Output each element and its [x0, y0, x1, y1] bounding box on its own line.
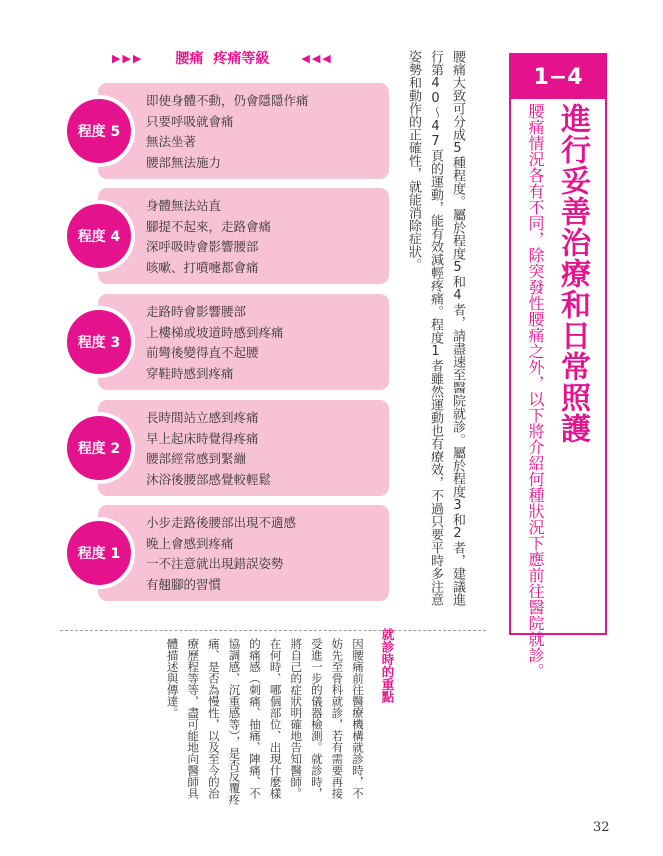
heading-subtitle: 疼痛等級 [213, 51, 270, 67]
pain-level-4 [63, 188, 389, 284]
section-heading [112, 48, 333, 68]
symptom-item: 前彎後變得直不起腰 [146, 345, 259, 360]
tip-title: 就診時的重點 [380, 628, 395, 703]
divider [60, 630, 486, 631]
symptom-item: 沐浴後腰部感覺較輕鬆 [146, 471, 272, 487]
pain-level-2 [63, 400, 389, 496]
symptom-list [146, 302, 284, 384]
body-text [402, 50, 468, 610]
page-number: 32 [593, 820, 610, 835]
symptom-item: 腰部經常感到緊繃 [146, 451, 247, 466]
left-arrows-icon: ▶▶▶ [112, 51, 144, 65]
symptom-item: 穿鞋時感到疼痛 [146, 365, 234, 381]
symptom-item: 腳提不起來，走路會痛 [146, 218, 272, 234]
symptom-item: 上樓梯或坡道時感到疼痛 [146, 324, 284, 340]
level-badge: 程度 5 [63, 95, 135, 167]
level-badge: 程度 2 [63, 412, 135, 484]
symptom-list [146, 513, 296, 595]
heading-title: 腰痛 [175, 51, 204, 67]
symptom-item: 晚上會感到疼痛 [146, 535, 234, 551]
symptom-item: 只要呼吸就會痛 [146, 113, 234, 129]
level-badge: 程度 1 [63, 517, 135, 589]
symptom-item: 有翹腳的習慣 [146, 576, 222, 592]
tip-text: 因腰痛前往醫療機構就診時，不妨先至骨科就診，若有需要再接受進一步的儀器檢測。就診時，將自己的症狀明確地告知醫師。在何時、哪個部位、出現什麼樣的痛感（刺痛、抽痛、陣痛、不協調感、沉重感等），是否反覆疼痛、是否為慢性，以及至今的治療歷程等等，盡可能地向醫師具體描述與傳達。 [165, 638, 365, 805]
pain-level-5 [63, 83, 389, 179]
symptom-item: 身體無法站直 [146, 198, 222, 213]
symptom-item: 深呼吸時會影響腰部 [146, 239, 259, 254]
symptom-item: 一不注意就出現錯誤姿勢 [146, 556, 284, 571]
symptom-item: 小步走路後腰部出現不適感 [146, 515, 297, 530]
pain-level-3 [63, 294, 389, 390]
symptom-list [146, 408, 271, 490]
symptom-item: 即使身體不動，仍會隱隱作痛 [146, 93, 309, 108]
chapter-subtitle: 腰痛情況各有不同，除突發性腰痛之外，以下將介紹何種狀況下應前往醫院就診。 [526, 103, 545, 679]
body-paragraph: 腰痛大致可分成5種程度。屬於程度5和4者，請盡速至醫院就診。屬於程度3和2者，建議進行第40～47頁的運動，能有效減輕疼痛。程度1者雖然運動也有療效，不過只要平時多注意姿勢和動作的正確性，就能消除症狀。 [406, 50, 465, 606]
symptom-item: 腰部無法施力 [146, 154, 222, 170]
symptom-item: 咳嗽、打噴嚏都會痛 [146, 259, 259, 275]
symptom-item: 無法坐著 [146, 134, 197, 149]
chapter-title: 進行妥善治療和日常照護 [555, 103, 590, 444]
right-arrows-icon: ◀◀◀ [301, 51, 333, 65]
symptom-item: 長時間站立感到疼痛 [146, 410, 259, 425]
level-badge: 程度 4 [63, 200, 135, 272]
symptom-item: 早上起床時覺得疼痛 [146, 430, 259, 446]
symptom-item: 走路時會影響腰部 [146, 304, 247, 319]
chapter-number: 1−4 [511, 55, 605, 99]
pain-level-1 [63, 505, 389, 601]
symptom-list [146, 91, 309, 173]
symptom-list [146, 196, 271, 278]
level-badge: 程度 3 [63, 306, 135, 378]
